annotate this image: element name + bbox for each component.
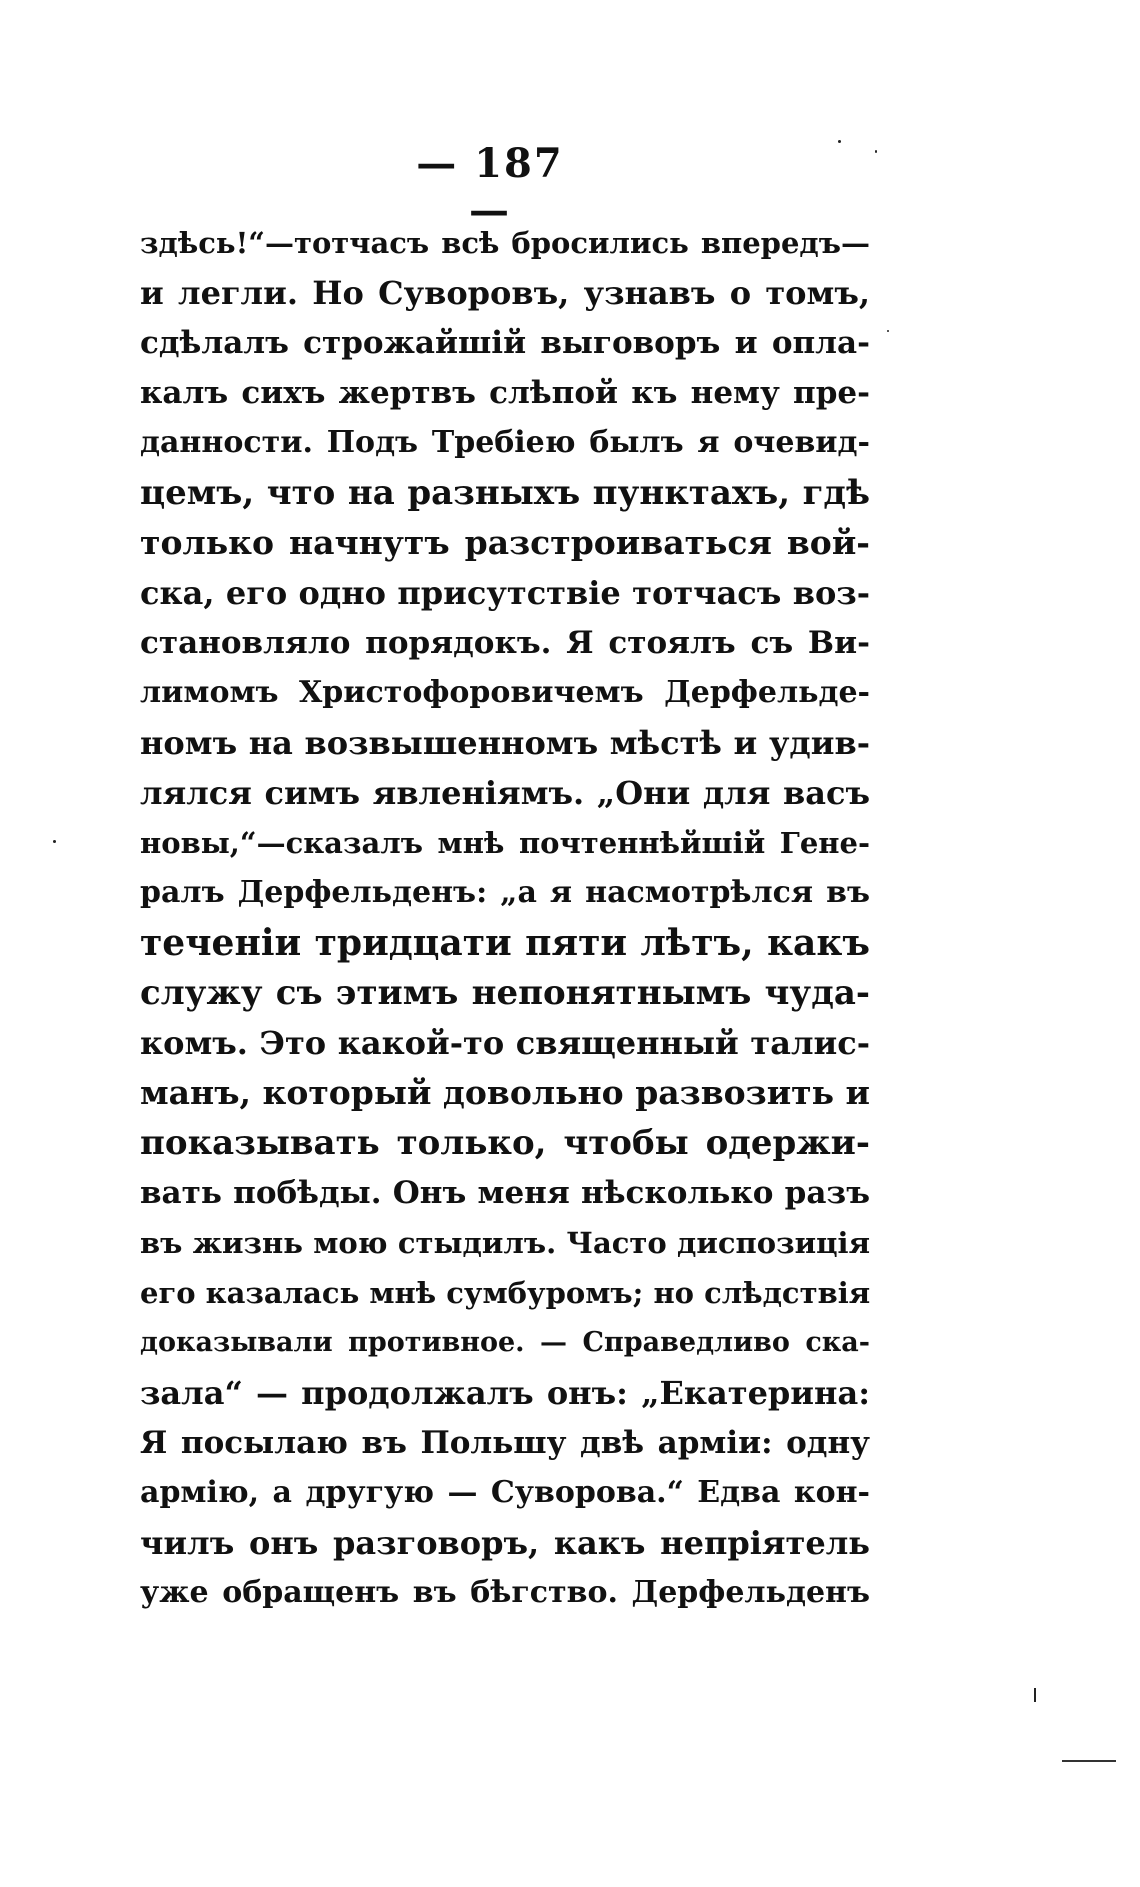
text-line: данности. Подъ Требіею былъ я очевид-: [140, 425, 870, 460]
text-line: вать побѣды. Онъ меня нѣсколько разъ: [140, 1175, 870, 1211]
text-line: армію, а другую — Суворова.“ Едва кон-: [140, 1475, 870, 1510]
text-line: зала“ — продолжалъ онъ: „Екатерина:: [140, 1374, 870, 1412]
scan-edge-mark: [1062, 1760, 1116, 1762]
text-line: показывать только, чтобы одержи-: [140, 1123, 870, 1163]
scan-speck: [887, 330, 889, 332]
text-line: комъ. Это какой-то священный талис-: [140, 1024, 870, 1062]
text-line: уже обращенъ въ бѣгство. Дерфельденъ: [140, 1575, 870, 1610]
scan-speck: [875, 150, 877, 153]
scan-speck: [53, 840, 56, 843]
scan-speck: [838, 140, 841, 143]
text-line: доказывали противное. — Справедливо ска-: [140, 1327, 870, 1358]
text-line: цемъ, что на разныхъ пунктахъ, гдѣ: [140, 473, 870, 513]
text-line: сдѣлалъ строжайшій выговоръ и опла-: [140, 325, 870, 361]
body-text: [140, 218, 870, 1618]
text-line: служу съ этимъ непонятнымъ чуда-: [140, 973, 870, 1013]
text-line: новы,“—сказалъ мнѣ почтеннѣйшій Гене-: [140, 826, 870, 860]
scan-speck: [1034, 1688, 1036, 1702]
text-line: ска, его одно присутствіе тотчасъ воз-: [140, 574, 870, 612]
text-line: ралъ Дерфельденъ: „а я насмотрѣлся въ: [140, 875, 870, 910]
text-line: въ жизнь мою стыдилъ. Часто диспозиція: [140, 1226, 870, 1260]
text-line: теченіи тридцати пяти лѣтъ, какъ: [140, 922, 870, 964]
text-line: только начнутъ разстроиваться вой-: [140, 523, 870, 562]
text-line: номъ на возвышенномъ мѣстѣ и удив-: [140, 724, 870, 762]
text-line: калъ сихъ жертвъ слѣпой къ нему пре-: [140, 375, 870, 411]
text-line: чилъ онъ разговоръ, какъ непріятель: [140, 1524, 870, 1562]
text-line: здѣсь!“—тотчасъ всѣ бросились впередъ—: [140, 226, 870, 260]
text-line: Я посылаю въ Польшу двѣ арміи: одну: [140, 1425, 870, 1461]
text-line: лимомъ Христофоровичемъ Дерфельде-: [140, 675, 870, 710]
page-number: — 187 —: [416, 140, 564, 234]
text-line: и легли. Но Суворовъ, узнавъ о томъ,: [140, 274, 870, 312]
text-line: манъ, который довольно развозить и: [140, 1073, 870, 1112]
text-line: лялся симъ явленіямъ. „Они для васъ: [140, 774, 870, 812]
text-line: его казалась мнѣ сумбуромъ; но слѣдствія: [140, 1276, 870, 1310]
text-line: становляло порядокъ. Я стоялъ съ Ви-: [140, 625, 870, 661]
